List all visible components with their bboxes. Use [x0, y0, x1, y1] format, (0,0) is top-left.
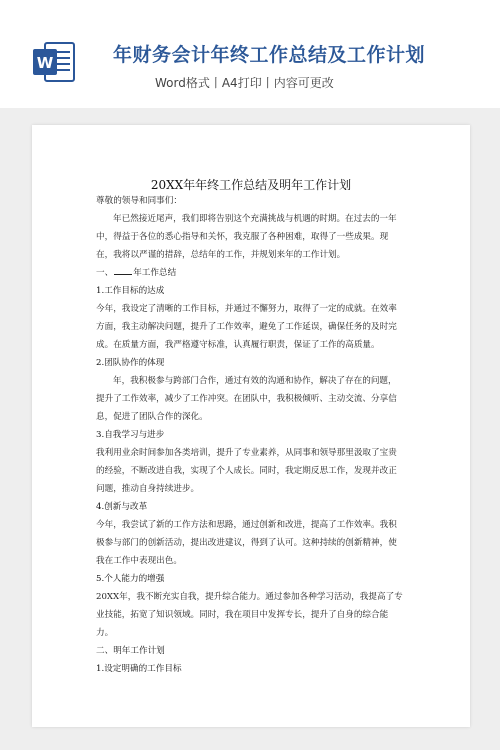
- document-page: [32, 125, 470, 727]
- section-heading: 二、明年工作计划: [96, 646, 165, 656]
- paragraph-line: 成。在质量方面，我严格遵守标准，认真履行职责，保证了工作的高质量。: [96, 340, 380, 350]
- paragraph-line: 中，得益于各位的悉心指导和关怀，我克服了各种困难，取得了一些成果。现: [96, 232, 389, 242]
- paragraph-line: 提升了工作效率，减少了工作冲突。在团队中，我积极倾听、主动交流、分享信: [96, 394, 397, 404]
- subsection-heading: 4.创新与改革: [96, 502, 148, 512]
- section-heading: [96, 267, 426, 279]
- section-prefix: 一、: [96, 268, 114, 278]
- paragraph-line: 我利用业余时间参加各类培训，提升了专业素养，从同事和领导那里汲取了宝贵: [96, 448, 397, 458]
- section-heading-text: 年工作总结: [133, 268, 177, 278]
- paragraph-line: 今年，我设定了清晰的工作目标，并通过不懈努力，取得了一定的成就。在效率: [96, 304, 397, 314]
- word-document-icon: [31, 40, 77, 84]
- paragraph-line: 问题，推动自身持续进步。: [96, 484, 200, 494]
- paragraph-line: 业技能，拓宽了知识领域。同时，我在项目中发挥专长，提升了自身的综合能: [96, 610, 389, 620]
- paragraph-line: 的经验，不断改进自我，实现了个人成长。同时，我定期反思工作，发现并改正: [96, 466, 397, 476]
- paragraph-line: 息，促进了团队合作的深化。: [96, 412, 208, 422]
- paragraph-line: 20XX年，我不断充实自我，提升综合能力。通过参加各种学习活动，我提高了专: [96, 592, 403, 602]
- format-subtitle: Word格式丨A4打印丨内容可更改: [155, 76, 334, 90]
- subsection-heading: 3.自我学习与进步: [96, 430, 165, 440]
- svg-text:W: W: [36, 54, 54, 72]
- document-title: 20XX年年终工作总结及明年工作计划: [150, 178, 352, 192]
- paragraph-line: 年，我积极参与跨部门合作，通过有效的沟通和协作，解决了存在的问题，: [113, 376, 397, 386]
- blank-underline: [114, 267, 132, 275]
- subsection-heading: 2.团队协作的体现: [96, 358, 165, 368]
- paragraph-line: 极参与部门的创新活动，提出改进建议，得到了认可。这种持续的创新精神，使: [96, 538, 397, 548]
- subsection-heading: 1.工作目标的达成: [96, 286, 165, 296]
- paragraph-line: 力。: [96, 628, 114, 638]
- subsection-heading: 1.设定明确的工作目标: [96, 664, 182, 674]
- greeting-line: 尊敬的领导和同事们：: [96, 196, 182, 206]
- paragraph-line: 在，我将以严谨的措辞，总结年的工作，并规划来年的工作计划。: [96, 250, 346, 260]
- subsection-heading: 5.个人能力的增强: [96, 574, 165, 584]
- paragraph-line: 我在工作中表现出色。: [96, 556, 182, 566]
- paragraph-line: 今年，我尝试了新的工作方法和思路，通过创新和改进，提高了工作效率。我积: [96, 520, 397, 530]
- header-banner: [0, 0, 500, 108]
- page-title: 年财务会计年终工作总结及工作计划: [113, 44, 426, 66]
- paragraph-line: 方面，我主动解决问题，提升了工作效率，避免了工作延误，确保任务的及时完: [96, 322, 397, 332]
- paragraph-line: 年已然接近尾声，我们即将告别这个充满挑战与机遇的时期。在过去的一年: [113, 214, 397, 224]
